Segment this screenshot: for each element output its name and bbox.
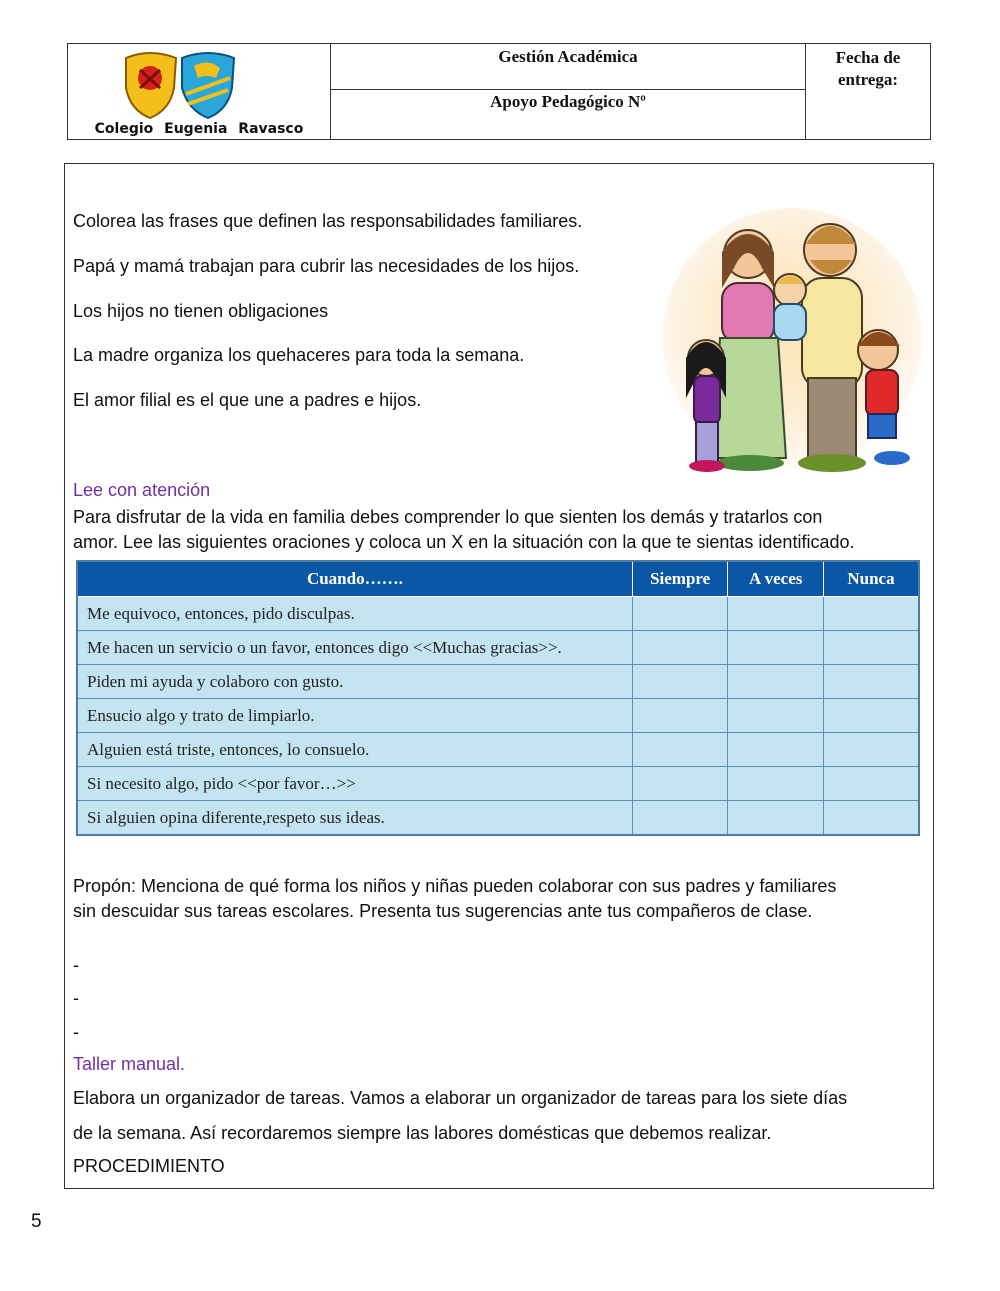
a-veces-check-cell[interactable] [728, 597, 823, 631]
school-name: Colegio Eugenia Ravasco [94, 121, 304, 137]
family-illustration [662, 208, 924, 478]
phrase-item[interactable]: Papá y mamá trabajan para cubrir las necesidades de los hijos. [73, 256, 580, 276]
date-label-line1: Fecha de [835, 48, 901, 67]
situation-cell: Me equivoco, entonces, pido disculpas. [77, 597, 632, 631]
school-crest-logo [120, 48, 240, 120]
activity4-heading: Taller manual. [73, 1054, 186, 1074]
support-title: Apoyo Pedagógico Nº [490, 92, 646, 111]
table-row [77, 631, 919, 665]
procedure-label: PROCEDIMIENTO [73, 1156, 225, 1176]
nunca-check-cell[interactable] [823, 733, 919, 767]
header-middle [331, 44, 806, 139]
activity2-text-line1: Para disfrutar de la vida en familia debes comprender lo que sienten los demás y tratarlos con [73, 507, 823, 527]
answer-dash[interactable]: - [73, 1022, 79, 1042]
siempre-check-cell[interactable] [632, 733, 728, 767]
document-header [67, 43, 931, 140]
nunca-check-cell[interactable] [823, 665, 919, 699]
siempre-check-cell[interactable] [632, 665, 728, 699]
worksheet-body [64, 163, 934, 1189]
activity4-text-line2: de la semana. Así recordaremos siempre las labores domésticas que debemos realizar. [73, 1123, 772, 1143]
table-row [77, 665, 919, 699]
situation-cell: Ensucio algo y trato de limpiarlo. [77, 699, 632, 733]
behavior-table [76, 560, 920, 836]
date-label-line2: entrega: [837, 70, 899, 89]
siempre-check-cell[interactable] [632, 699, 728, 733]
table-row [77, 801, 919, 836]
school-logo-cell [68, 44, 331, 139]
siempre-check-cell[interactable] [632, 631, 728, 665]
column-header: A veces [728, 561, 823, 597]
activity2-text-line2: amor. Lee las siguientes oraciones y coloca un X en la situación con la que te sientas identificado. [73, 532, 855, 552]
situation-cell: Alguien está triste, entonces, lo consuelo. [77, 733, 632, 767]
dept-title: Gestión Académica [331, 44, 805, 90]
table-header-row [77, 561, 919, 597]
activity3-text-line2: sin descuidar sus tareas escolares. Presenta tus sugerencias ante tus compañeros de clase. [73, 901, 813, 921]
activity4-text-line1: Elabora un organizador de tareas. Vamos a elaborar un organizador de tareas para los siete días [73, 1088, 848, 1108]
siempre-check-cell[interactable] [632, 767, 728, 801]
activity3-text-line1: Propón: Menciona de qué forma los niños y niñas pueden colaborar con sus padres y familiares [73, 876, 837, 896]
phrase-item[interactable]: Los hijos no tienen obligaciones [73, 301, 329, 321]
phrase-item[interactable]: El amor filial es el que une a padres e hijos. [73, 390, 422, 410]
activity1-instruction: Colorea las frases que definen las responsabilidades familiares. [73, 211, 583, 231]
answer-dash[interactable]: - [73, 955, 79, 975]
nunca-check-cell[interactable] [823, 767, 919, 801]
column-header: Siempre [632, 561, 728, 597]
nunca-check-cell[interactable] [823, 631, 919, 665]
situation-cell: Me hacen un servicio o un favor, entonces digo <<Muchas gracias>>. [77, 631, 632, 665]
column-header: Cuando……. [77, 561, 632, 597]
date-cell [806, 44, 930, 139]
a-veces-check-cell[interactable] [728, 665, 823, 699]
table-row [77, 699, 919, 733]
a-veces-check-cell[interactable] [728, 733, 823, 767]
siempre-check-cell[interactable] [632, 597, 728, 631]
a-veces-check-cell[interactable] [728, 767, 823, 801]
table-row [77, 767, 919, 801]
a-veces-check-cell[interactable] [728, 631, 823, 665]
siempre-check-cell[interactable] [632, 801, 728, 836]
table-row [77, 597, 919, 631]
situation-cell: Piden mi ayuda y colaboro con gusto. [77, 665, 632, 699]
activity2-heading: Lee con atención [73, 480, 211, 500]
situation-cell: Si necesito algo, pido <<por favor…>> [77, 767, 632, 801]
nunca-check-cell[interactable] [823, 699, 919, 733]
situation-cell: Si alguien opina diferente,respeto sus ideas. [77, 801, 632, 836]
nunca-check-cell[interactable] [823, 801, 919, 836]
column-header: Nunca [823, 561, 919, 597]
page-number: 5 [31, 1211, 42, 1232]
nunca-check-cell[interactable] [823, 597, 919, 631]
answer-dash[interactable]: - [73, 988, 79, 1008]
a-veces-check-cell[interactable] [728, 801, 823, 836]
phrase-item[interactable]: La madre organiza los quehaceres para toda la semana. [73, 345, 525, 365]
table-row [77, 733, 919, 767]
a-veces-check-cell[interactable] [728, 699, 823, 733]
